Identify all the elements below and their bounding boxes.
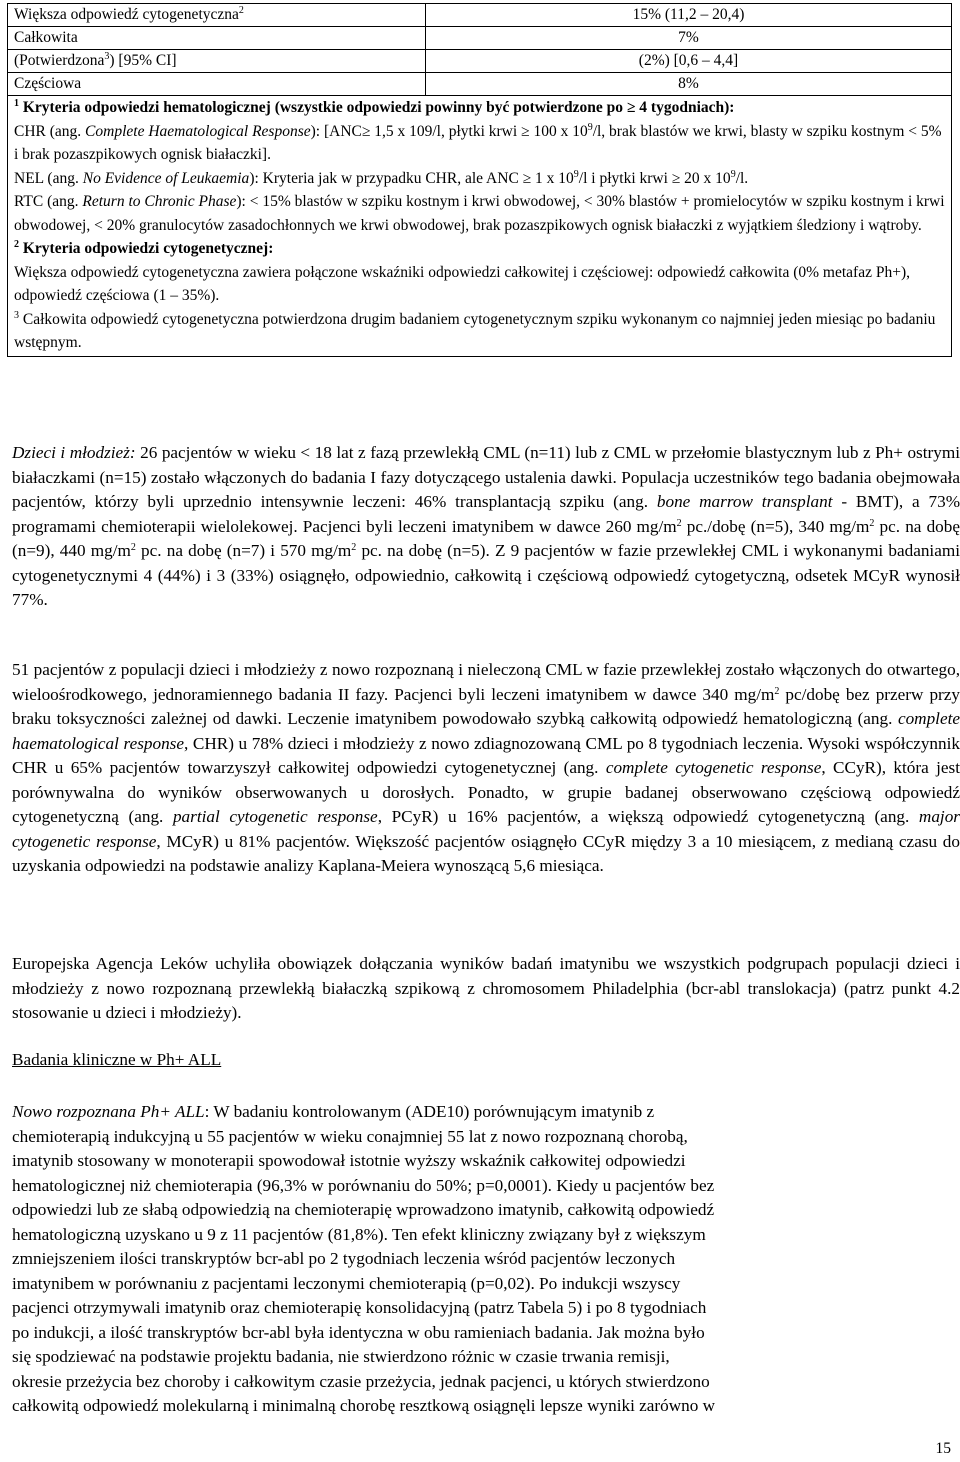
table-cell-value: 7% [426, 27, 952, 50]
paragraph-ph-all [12, 1100, 960, 1419]
table-row [8, 4, 952, 27]
text-line: hematologicznej niż chemioterapia (96,3% w porównaniu do 50%; p=0,0001). Kiedy u pacjentów bez [12, 1175, 715, 1195]
footnote-2-title: $^2$ Kryteria odpowiedzi cytogenetycznej: [14, 239, 274, 257]
table-cell-value: 15% (11,2 – 20,4) [426, 4, 952, 27]
text-line: Nowo rozpoznana Ph+ ALL: W badaniu kontrolowanym (ADE10) porównującym imatynib z [12, 1102, 655, 1121]
text-line: okresie przeżycia bez choroby i całkowitym czasie przeżycia, jednak pacjenci, u których stwierdzono [12, 1371, 710, 1391]
footnote-rtc: RTC (ang. Return to Chronic Phase): < 15% blastów w szpiku kostnym i krwi obwodowej, < 30% blastów + promielocytów w szpiku kostnym i krwi obwodowej, < 20% granulocytów zasadochłonnych we krwi obwodowej, brak pozaszpikowych ognisk białaczki z wyjątkiem śledziony i wątroby. [14, 193, 945, 234]
table-row [8, 73, 952, 96]
text-line: się spodziewać na podstawie projektu badania, nie stwierdzono różnic w czasie trwania remisji, [12, 1347, 670, 1366]
footnote-3: $^3$ Całkowita odpowiedź cytogenetyczna potwierdzona drugim badaniem cytogenetycznym szpiku wykonanym co najmniej jeden miesiąc po badaniu wstępnym. [14, 309, 936, 351]
section-heading: Badania kliniczne w Ph+ ALL [12, 1050, 222, 1069]
table-cell-value: 8% [426, 73, 952, 96]
response-table [7, 3, 952, 357]
text-line: imatynibem w porównaniu z pacjentami leczonymi chemioterapią (p=0,02). Po indukcji wszyscy [12, 1273, 681, 1293]
text-line: całkowitą odpowiedź molekularną i minimalną chorobę resztkową osiągnęli lepsze wyniki zarówno w [12, 1396, 716, 1415]
text-line: imatynib stosowany w monoterapii spowodował istotnie wyższy wskaźnik całkowitej odpowiedzi [12, 1151, 686, 1170]
text-line: zmniejszeniem ilości transkryptów bcr-abl po 2 tygodniach leczenia wśród pacjentów leczonych [12, 1249, 676, 1268]
footnote-chr: CHR (ang. Complete Haematological Response): [ANC≥ 1,5 x 109/l, płytki krwi ≥ 100 x $10^9/l$, brak blastów we krwi, blasty w szpiku kostnym < 5% i brak pozaszpikowych ognisk białaczki]. [14, 121, 942, 163]
footnote-2-text: Większa odpowiedź cytogenetyczna zawiera połączone wskaźniki odpowiedzi całkowitej i częściowej: odpowiedź całkowita (0% metafaz Ph+), odpowiedź częściowa (1 – 35%). [14, 263, 910, 304]
table-cell-value: (2%) [0,6 – 4,4] [426, 50, 952, 73]
table-row [8, 27, 952, 50]
text-line: pacjenci otrzymywali imatynib oraz chemioterapię konsolidacyjną (patrz Tabela 5) i po 8 tygodniach [12, 1298, 707, 1317]
paragraph-pediatric-phase2: 51 pacjentów z populacji dzieci i młodzieży z nowo rozpoznaną i nieleczoną CML w fazie przewlekłej zostało włączonych do otwartego, wieloośrodkowego, jednoramiennego badania II fazy. Pacjenci byli leczeni imatynibem w dawce 340 $mg/m^2$ pc/dobę bez przerw przy braku toksyczności zależnej od dawki. Leczenie imatynibem powodowało szybką całkowitą odpowiedź hematologiczną (ang. complete haematological response, CHR) u 78% dzieci i młodzieży z nowo zdiagnozowaną CML po 8 tygodniach leczenia. Wysoki współczynnik CHR u 65% pacjentów towarzyszył całkowitej odpowiedzi cytogenetycznej (ang. complete cytogenetic response, CCyR), która jest porównywalna do wyników obserwowanych u dorosłych. Ponadto, w grupie badanej obserwowano częściową odpowiedź cytogenetyczną (ang. partial cytogenetic response, PCyR) u 16% pacjentów, a większą odpowiedź cytogenetyczną (ang. major cytogenetic response, MCyR) u 81% pacjentów. Większość pacjentów osiągnęło CCyR między 3 a 10 miesiącem, z medianą czasu do uzyskania odpowiedzi na podstawie analizy Kaplana-Meiera wynoszącą 5,6 miesiąca. [12, 660, 960, 875]
text-line: hematologiczną uzyskano u 9 z 11 pacjentów (81,8%). Ten efekt kliniczny związany był z większym [12, 1224, 706, 1244]
text-line: chemioterapią indukcyjną u 55 pacjentów w wieku conajmniej 55 lat z nowo rozpoznaną chorobą, [12, 1126, 688, 1146]
table-row [8, 50, 952, 73]
table-notes-row [8, 96, 952, 357]
footnote-1-title: $^1$ Kryteria odpowiedzi hematologicznej (wszystkie odpowiedzi powinny być potwierdzone po ≥ 4 tygodniach): [14, 98, 735, 116]
table-cell-label: (Potwierdzona$^3$) [95% CI] [8, 50, 426, 73]
table-cell-label: Częściowa [8, 73, 426, 96]
table-footnotes [8, 96, 952, 357]
paragraph-ema-waiver: Europejska Agencja Leków uchyliła obowiązek dołączania wyników badań imatynibu we wszystkich podgrupach populacji dzieci i młodzieży z nowo rozpoznaną przewlekłą białaczką szpikową z chromosomem Philadelphia (bcr-abl translokacja) (patrz punkt 4.2 stosowanie u dzieci i młodzieży). [12, 954, 960, 1022]
text-line: po indukcji, a ilość transkryptów bcr-abl była identyczna w obu ramieniach badania. Jak można było [12, 1322, 705, 1342]
footnote-nel: NEL (ang. No Evidence of Leukaemia): Kryteria jak w przypadku CHR, ale ANC ≥ 1 x $10^9/l$ i płytki krwi ≥ 20 x $10^9/l$. [14, 168, 749, 187]
page-number: 15 [935, 1440, 951, 1457]
table-cell-label: Całkowita [8, 27, 426, 50]
table-cell-label: Większa odpowiedź cytogenetyczna$^2$ [8, 4, 426, 27]
paragraph-pediatric-phase1: Dzieci i młodzież: 26 pacjentów w wieku < 18 lat z fazą przewlekłą CML (n=11) lub z CML w przełomie blastycznym lub z Ph+ ostrymi białaczkami (n=15) zostało włączonych do badania I fazy dotyczącego ustalenia dawki. Populacja uczestników tego badania obejmowała pacjentów, którzy byli uprzednio intensywnie leczeni: 46% transplantacją szpiku (ang. bone marrow transplant - BMT), a 73% programami chemioterapii wielolekowej. Pacjenci byli leczeni imatynibem w dawce 260 $mg/m^2$ pc./dobę (n=5), 340 $mg/m^2$ pc. na dobę (n=9), 440 $mg/m^2$ pc. na dobę (n=7) i 570 $mg/m^2$ pc. na dobę (n=5). Z 9 pacjentów w fazie przewlekłej CML i wykonanymi badaniami cytogenetycznymi 4 (44%) i 3 (33%) osiągnęło, odpowiednio, całkowitą i częściową odpowiedź cytogetyczną, odsetek MCyR wynosił 77%. [12, 443, 960, 609]
text-line: odpowiedzi lub ze słabą odpowiedzią na chemioterapię wprowadzono imatynib, całkowitą odpowiedź [12, 1200, 715, 1219]
